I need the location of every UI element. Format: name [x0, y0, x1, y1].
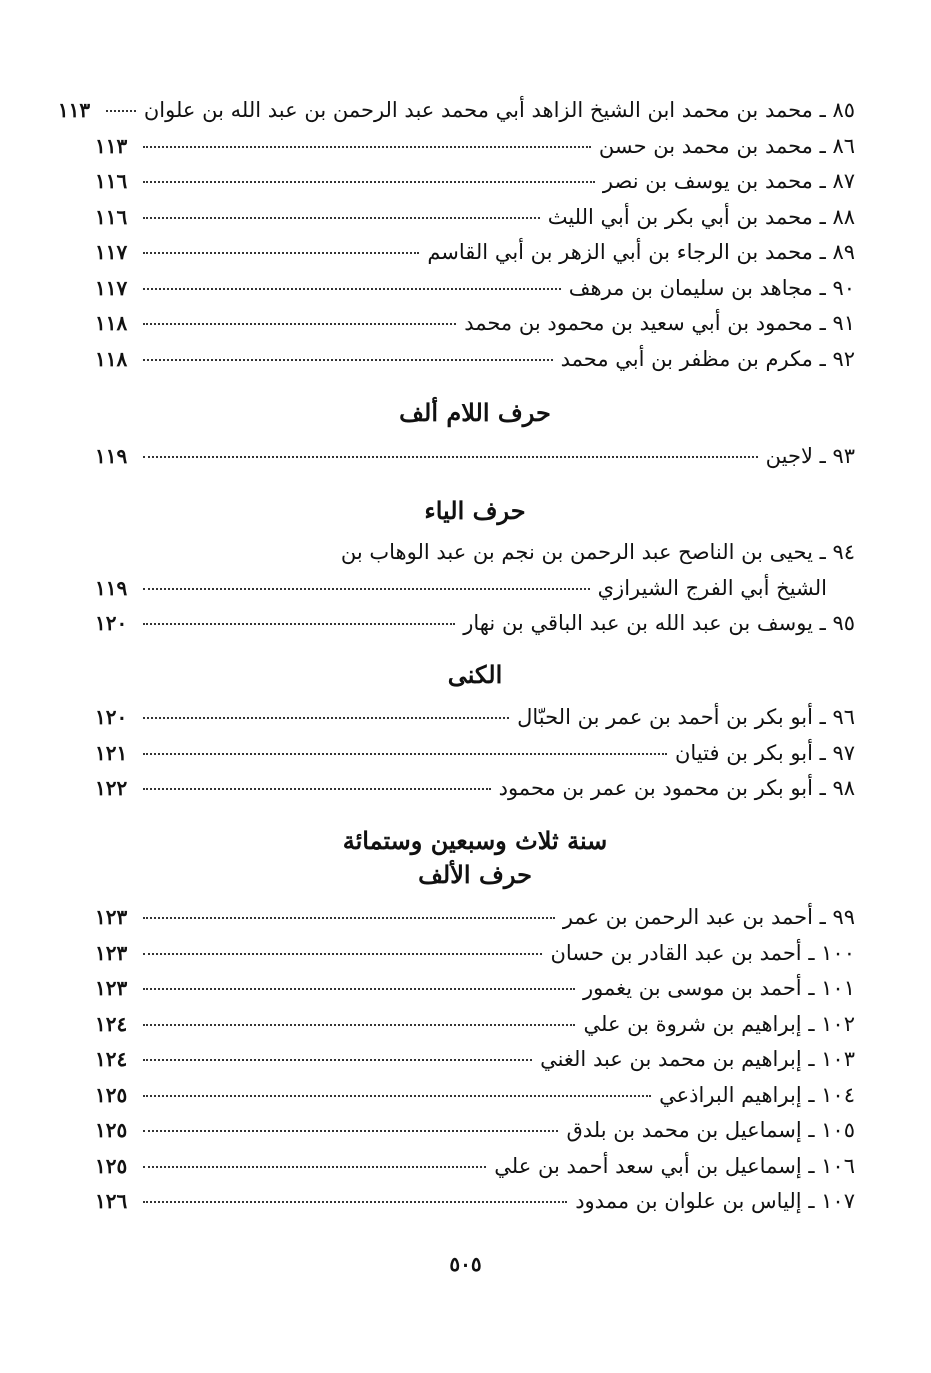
- dot-leader: [143, 1094, 651, 1097]
- entry-label: ١٠١ ـ أحمد بن موسى بن يغمور: [583, 976, 855, 1000]
- entry-label: ٨٨ ـ محمد بن أبي بكر بن أبي الليث: [547, 204, 855, 229]
- entry-label: ١٠٢ ـ إبراهيم بن شروة بن علي: [583, 1011, 855, 1036]
- entry-label: ٨٥ ـ محمد بن محمد ابن الشيخ الزاهد أبي محمد عبد الرحمن بن عبد الله بن علوان: [143, 98, 855, 122]
- entry-page: ١٢٥: [95, 1118, 128, 1142]
- entry-page: ١١٦: [95, 169, 128, 193]
- entry-page: ١١٦: [95, 204, 128, 229]
- toc-entry: [95, 611, 855, 647]
- toc-entry: [95, 276, 855, 312]
- entry-page: ١١٩: [95, 444, 128, 468]
- toc-entry: [95, 905, 855, 941]
- entry-page: ١٢١: [95, 740, 128, 765]
- section-heading: الكنى: [447, 660, 503, 689]
- entry-label: ١٠٤ ـ إبراهيم البراذعي: [659, 1082, 855, 1107]
- entry-page: ١١٧: [95, 275, 128, 300]
- dot-leader: [143, 1023, 575, 1026]
- toc-group-4: [95, 705, 855, 812]
- entry-page: ١١٨: [95, 311, 128, 335]
- entry-label: ٩٥ ـ يوسف بن عبد الله بن عبد الباقي بن نهار: [463, 611, 855, 635]
- toc-entry: [95, 444, 855, 480]
- entry-page: ١٢٢: [95, 776, 128, 800]
- entry-label: ٩٨ ـ أبو بكر بن محمود بن عمر بن محمود: [498, 776, 855, 800]
- toc-entry: [95, 1012, 855, 1048]
- entry-page: ١٢٣: [95, 976, 128, 1000]
- entry-page: ١١٣: [95, 133, 128, 158]
- entry-page: ١١٣: [57, 98, 91, 122]
- entry-page: ١٢٤: [95, 1011, 128, 1036]
- entry-label: ٩٠ ـ مجاهد بن سليمان بن مرهف: [568, 275, 855, 300]
- dot-leader: [143, 752, 667, 755]
- toc-entry: [95, 705, 855, 741]
- page-number: ٥٠٥: [449, 1252, 482, 1276]
- entry-label: ١٠٣ ـ إبراهيم بن محمد بن عبد الغني: [540, 1047, 855, 1071]
- entry-label: ٩٢ ـ مكرم بن مظفر بن أبي محمد: [560, 346, 855, 371]
- entry-label: ٩٤ ـ يحيى بن الناصح عبد الرحمن بن نجم بن عبد الوهاب بن: [340, 540, 855, 564]
- entry-page: ١٢٠: [95, 705, 128, 729]
- toc-group-3: [95, 540, 855, 647]
- entry-page: ١٢٤: [95, 1047, 128, 1071]
- entry-label: ٩٦ ـ أبو بكر بن أحمد بن عمر بن الحبّال: [517, 705, 855, 729]
- dot-leader: [143, 622, 455, 625]
- dot-leader: [143, 587, 590, 590]
- dot-leader: [143, 1129, 558, 1132]
- toc-entry: [95, 1047, 855, 1083]
- entry-page: ١٢٥: [95, 1153, 128, 1178]
- entry-page: ١١٩: [95, 575, 128, 600]
- toc-entry-continuation: [95, 576, 855, 612]
- toc-entry: [95, 976, 855, 1012]
- section-heading: حرف اللام ألف: [399, 398, 551, 427]
- dot-leader: [143, 1165, 486, 1168]
- entry-label: ١٠٥ ـ إسماعيل بن محمد بن بلدق: [566, 1118, 855, 1142]
- dot-leader: [143, 1058, 532, 1061]
- entry-label: ٩١ ـ محمود بن أبي سعيد بن محمود بن محمد: [464, 311, 855, 335]
- dot-leader: [106, 109, 136, 112]
- entry-label: ١٠٧ ـ إلياس بن علوان بن ممدود: [575, 1189, 855, 1213]
- toc-entry-multiline: [95, 540, 855, 576]
- dot-leader: [143, 145, 591, 148]
- dot-leader: [143, 287, 561, 290]
- year-heading: سنة ثلاث وسبعين وستمائة: [342, 826, 608, 855]
- entry-page: ١٢٣: [95, 940, 128, 965]
- toc-entry: [57, 98, 855, 134]
- dot-leader: [143, 916, 555, 919]
- toc-entry: [95, 240, 855, 276]
- entry-label: ٨٦ ـ محمد بن محمد بن حسن: [598, 133, 855, 158]
- entry-page: ١١٧: [95, 240, 128, 264]
- dot-leader: [143, 987, 575, 990]
- toc-entry: [95, 1083, 855, 1119]
- entry-page: ١٢٣: [95, 905, 128, 929]
- toc-entry: [95, 741, 855, 777]
- entry-label: ٩٩ ـ أحمد بن عبد الرحمن بن عمر: [562, 905, 855, 929]
- toc-group-1: [57, 98, 855, 382]
- entry-page: ١٢٠: [95, 611, 128, 635]
- section-heading: حرف الألف: [418, 860, 532, 889]
- toc-entry: [95, 347, 855, 383]
- toc-entry: [95, 1189, 855, 1225]
- entry-label: ٨٩ ـ محمد بن الرجاء بن أبي الزهر بن أبي القاسم: [427, 240, 855, 264]
- dot-leader: [143, 251, 419, 254]
- toc-entry: [95, 134, 855, 170]
- dot-leader: [143, 455, 758, 458]
- toc-entry: [95, 205, 855, 241]
- dot-leader: [143, 787, 491, 790]
- toc-entry: [95, 311, 855, 347]
- dot-leader: [143, 322, 456, 325]
- section-heading: حرف الياء: [424, 496, 526, 525]
- entry-label-continued: الشيخ أبي الفرج الشيرازي: [597, 575, 827, 600]
- entry-page: ١٢٦: [95, 1189, 128, 1213]
- toc-group-5: [95, 905, 855, 1225]
- entry-label: ٨٧ ـ محمد بن يوسف بن نصر: [602, 169, 855, 193]
- toc-entry: [95, 169, 855, 205]
- dot-leader: [143, 1200, 567, 1203]
- entry-page: ١٢٥: [95, 1082, 128, 1107]
- entry-label: ٩٣ ـ لاجين: [765, 444, 855, 468]
- dot-leader: [143, 952, 542, 955]
- entry-page: ١١٨: [95, 346, 128, 371]
- toc-entry: [95, 941, 855, 977]
- dot-leader: [143, 716, 509, 719]
- dot-leader: [143, 180, 595, 183]
- entry-label: ١٠٠ ـ أحمد بن عبد القادر بن حسان: [550, 940, 855, 965]
- dot-leader: [143, 216, 540, 219]
- toc-entry: [95, 776, 855, 812]
- entry-label: ٩٧ ـ أبو بكر بن فتيان: [674, 740, 855, 765]
- dot-leader: [143, 358, 553, 361]
- toc-entry: [95, 1118, 855, 1154]
- entry-label: ١٠٦ ـ إسماعيل بن أبي سعد أحمد بن علي: [494, 1153, 855, 1178]
- toc-entry: [95, 1154, 855, 1190]
- toc-group-2: [95, 444, 855, 480]
